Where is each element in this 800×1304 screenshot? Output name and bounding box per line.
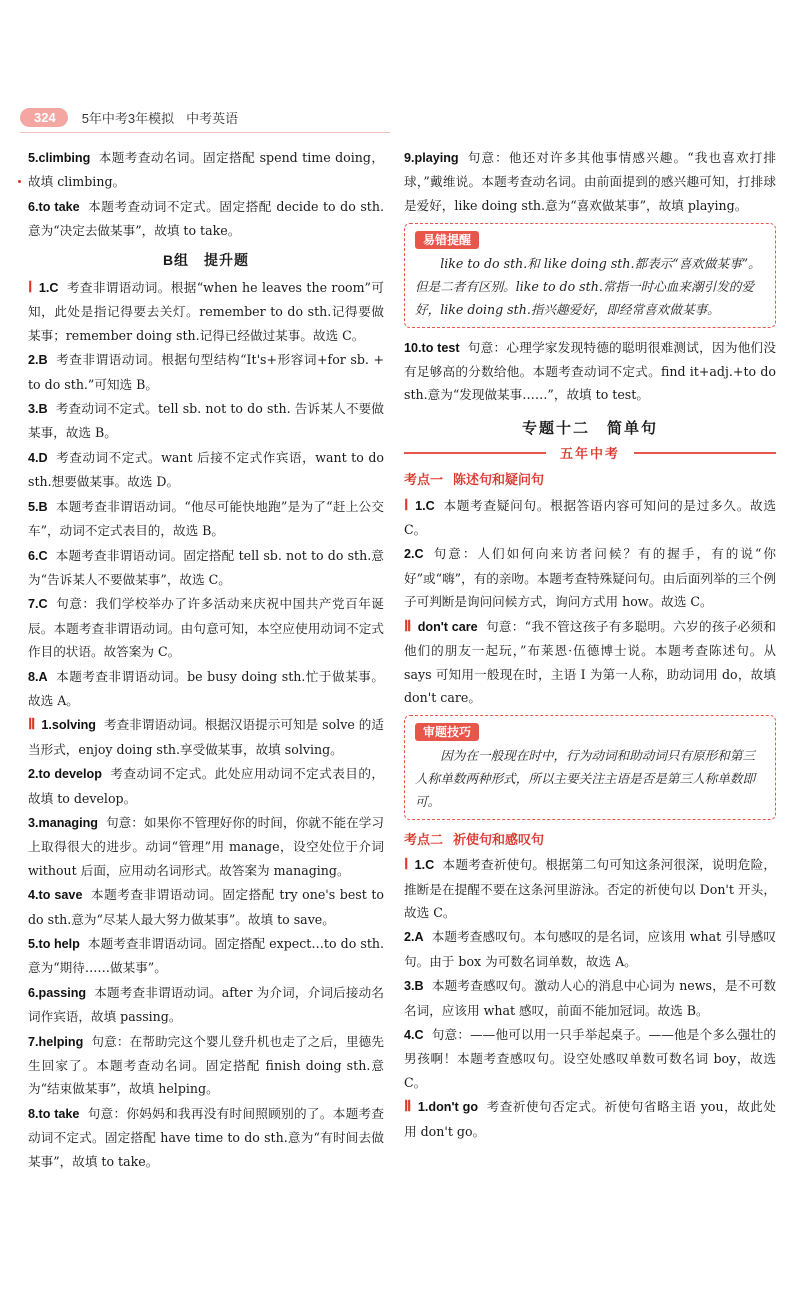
answer-item: [28, 665, 384, 713]
answer-explanation: 句意：——他可以用一只手举起桌子。——他是个多么强壮的男孩啊！本题考查感叹句。设空处感叹单数可数名词 boy，故选 C。: [404, 1026, 776, 1090]
answer-explanation: 本题考查非谓语动词。固定搭配 try one's best to do sth.意为“尽某人最大努力做某事”。故填 to save。: [28, 887, 384, 927]
answer-item: [28, 495, 384, 543]
answer-key: 2.A: [404, 930, 424, 945]
answer-key: don't care: [417, 619, 478, 634]
answer-item: [28, 981, 384, 1029]
answer-key: 6.C: [28, 548, 48, 563]
answer-item: [404, 542, 776, 613]
answer-explanation: 考查祈使句否定式。祈使句省略主语 you，故此处用 don't go。: [404, 1099, 777, 1139]
answer-explanation: 句意：人们如何向来访者问候？有的握手，有的说“你好”或“嗨”，有的亲吻。本题考查特殊疑问句。由后面列举的三个例子可判断是询问问候方式，询问方式用 how。故选 C。: [404, 546, 776, 610]
answer-item: [404, 494, 776, 542]
answer-explanation: 句意：心理学家发现特德的聪明很难测试，因为他们没有足够高的分数给他。本题考查动词不定式。find it+adj.+to do sth.意为“发现做某事……”，故填 to test。: [404, 339, 776, 403]
answer-explanation: 本题考查非谓语动词。固定搭配 expect…to do sth.意为“期待……做某事”。: [28, 936, 384, 976]
exam-point-heading: [404, 468, 776, 491]
exam-point-number: 考点一: [404, 472, 444, 488]
answer-explanation: 考查动词不定式。want 后接不定式作宾语，want to do sth.想要做某事。故选 D。: [28, 449, 384, 490]
header-divider: [20, 132, 390, 133]
answer-key: 5.to help: [28, 937, 80, 951]
answer-explanation: 本题考查感叹句。本句感叹的是名词，应该用 what 引导感叹句。由于 box 为可数名词单数，故选 A。: [404, 929, 776, 969]
answer-key: 10.to test: [404, 340, 460, 355]
answer-item: [28, 592, 384, 663]
section-label: 五年中考: [546, 442, 634, 465]
answer-explanation: 考查动词不定式。tell sb. not to do sth. 告诉某人不要做某事，故选 B。: [28, 401, 384, 441]
book-title: 5年中考3年模拟: [81, 110, 175, 126]
answer-item: [28, 276, 384, 347]
answer-key: 9.playing: [404, 151, 459, 165]
roman-numeral: Ⅱ: [404, 1099, 412, 1116]
answer-key: 7.helping: [28, 1034, 84, 1049]
answer-item: [28, 446, 384, 494]
answer-key: 4.C: [404, 1027, 424, 1042]
answer-key: 1.solving: [41, 718, 96, 733]
answer-key: 8.to take: [28, 1106, 80, 1121]
answer-explanation: 本题考查感叹句。激动人心的消息中心词为 news，是不可数名词，应该用 what 感叹，前面不能加冠词。故选 B。: [404, 978, 776, 1018]
tip-box: [404, 223, 776, 327]
answer-key: 2.to develop: [28, 767, 102, 782]
exam-point-heading: [404, 828, 776, 851]
page-header: [20, 104, 238, 130]
answer-key: 3.managing: [28, 815, 98, 830]
answer-explanation: 句意：你妈妈和我再没有时间照顾别的了。本题考查动词不定式。固定搭配 have time to do sth.意为“有时间去做某事”，故填 to take。: [28, 1105, 384, 1169]
answer-key: 2.C: [404, 547, 424, 562]
answer-item: [28, 932, 384, 980]
answer-item: [28, 883, 384, 931]
answer-key: 1.C: [414, 858, 435, 873]
answer-key: 4.to save: [28, 888, 83, 903]
answer-key: 8.A: [28, 669, 48, 684]
answer-explanation: 本题考查非谓语动词。be busy doing sth.忙于做某事。故选 A。: [28, 668, 384, 708]
answer-explanation: 本题考查祈使句。根据第二句可知这条河很深，说明危险，推断是在提醒不要在这条河里游泳。否定的祈使句以 Don't 开头，故选 C。: [404, 857, 776, 920]
answer-key: 6.passing: [28, 985, 87, 1000]
roman-numeral: Ⅰ: [28, 280, 33, 297]
answer-item: [404, 853, 776, 924]
answer-explanation: 句意：“我不管这孩子有多聪明。六岁的孩子必须和他们的朋友一起玩，”布莱恩·伍德博士说。本题考查陈述句。从 says 可知用一般现在时，主语 I 为第一人称，助动词用 do，故填 don't care。: [404, 618, 776, 705]
answer-item: [404, 925, 776, 973]
answer-item: [28, 1102, 384, 1173]
answer-item: [28, 348, 384, 396]
answer-item: [28, 762, 384, 810]
answer-key: 3.B: [28, 402, 48, 417]
answer-explanation: 句意：他还对许多其他事情感兴趣。“我也喜欢打排球，”戴维说。本题考查动名词。由前面提到的感兴趣可知，打排球是爱好，like doing sth.意为“喜欢做某事”，故填 playing。: [404, 150, 776, 213]
roman-numeral: Ⅰ: [404, 857, 409, 874]
group-heading: B组 提升题: [162, 251, 250, 268]
answer-explanation: 句意：我们学校举办了许多活动来庆祝中国共产党百年诞辰。本题考查非谓语动词。由句意可知，本空应使用动词不定式作目的状语。故答案为 C。: [28, 596, 384, 660]
answer-key: 5.B: [28, 499, 48, 514]
topic-heading: 专题十二 简单句: [521, 419, 658, 437]
exam-point-title: 陈述句和疑问句: [453, 472, 545, 488]
roman-numeral: Ⅰ: [404, 497, 410, 514]
roman-numeral: Ⅱ: [404, 618, 412, 635]
answer-item: [28, 1030, 384, 1101]
answer-item: [404, 1023, 776, 1094]
margin-dot: [18, 180, 21, 183]
answer-key: 5.climbing: [28, 151, 91, 165]
page-number: 324: [20, 108, 68, 127]
answer-item: [28, 397, 384, 445]
roman-numeral: Ⅱ: [28, 717, 36, 734]
answer-key: 1.C: [415, 498, 435, 513]
answer-item: [28, 713, 384, 761]
answer-explanation: 句意：如果你不管理好你的时间，你就不能在学习上取得很大的进步。动词“管理”用 manage，设空处位于介词 without 后面，应用动名词形式。故答案为 managing。: [28, 814, 384, 878]
answer-item: [404, 1095, 776, 1143]
answer-key: 4.D: [28, 450, 48, 465]
tip-tag: 易错提醒: [415, 231, 479, 249]
answer-key: 2.B: [28, 353, 48, 368]
answer-explanation: 本题考查非谓语动词。固定搭配 tell sb. not to do sth.意为“告诉某人不要做某事”，故选 C。: [28, 547, 384, 587]
answer-item: [28, 146, 384, 194]
answer-key: 1.don't go: [417, 1100, 479, 1115]
exam-point-title: 祈使句和感叹句: [453, 831, 545, 847]
answer-key: 1.C: [38, 281, 59, 296]
answer-item: [404, 615, 776, 710]
answer-key: 3.B: [404, 979, 424, 994]
tip-text: 因为在一般现在时中，行为动词和助动词只有原形和第三人称单数两种形式，所以主要关注主语是否是第三人称单数即可。: [415, 747, 756, 809]
answer-item: [404, 336, 776, 407]
tip-box: [404, 715, 776, 819]
answer-explanation: 考查非谓语动词。根据汉语提示可知是 solve 的适当形式，enjoy doing sth.享受做某事，故填 solving。: [28, 717, 384, 757]
answer-item: [28, 811, 384, 882]
answer-explanation: 考查非谓语动词。根据“when he leaves the room”可知，此处是指记得要去关灯。remember to do sth.记得要做某事；remember doing sth.记得已经做过某事。故选 C。: [28, 280, 384, 343]
section-heading: [404, 442, 776, 462]
answer-explanation: 本题考查动名词。固定搭配 spend time doing，故填 climbing。: [28, 150, 384, 190]
answer-explanation: 本题考查非谓语动词。after 为介词，介词后接动名词作宾语，故填 passing。: [28, 984, 384, 1025]
answer-explanation: 本题考查动词不定式。固定搭配 decide to do sth.意为“决定去做某事”，故填 to take。: [28, 198, 384, 239]
answer-explanation: 本题考查非谓语动词。“他尽可能快地跑”是为了“赶上公交车”，动词不定式表目的，故选 B。: [28, 498, 384, 539]
answer-item: [404, 146, 776, 217]
tip-tag: 审题技巧: [415, 723, 479, 741]
answer-key: 6.to take: [28, 199, 80, 214]
answer-key: 7.C: [28, 597, 48, 612]
answer-item: [28, 544, 384, 592]
answer-explanation: 考查非谓语动词。根据句型结构“It's+形容词+for sb. + to do sth.”可知选 B。: [28, 352, 384, 392]
answer-explanation: 考查动词不定式。此处应用动词不定式表目的，故填 to develop。: [28, 766, 384, 806]
book-subtitle: 中考英语: [186, 110, 239, 126]
right-column: [404, 146, 776, 1144]
answer-item: [28, 195, 384, 243]
answer-item: [404, 974, 776, 1022]
exam-point-number: 考点二: [404, 831, 444, 847]
answer-explanation: 本题考查疑问句。根据答语内容可知问的是过多久。故选 C。: [404, 497, 776, 538]
tip-text: like to do sth.和 like doing sth.都表示“喜欢做某事”。但是二者有区别。like to do sth.常指一时心血来潮引发的爱好，like doing sth.指兴趣爱好，即经常喜欢做某事。: [415, 255, 761, 317]
left-column: [28, 146, 384, 1174]
answer-explanation: 句意：在帮助完这个婴儿登升机也走了之后，里德先生回家了。本题考查动名词。固定搭配 finish doing sth.意为“结束做某事”，故填 helping。: [28, 1033, 384, 1097]
